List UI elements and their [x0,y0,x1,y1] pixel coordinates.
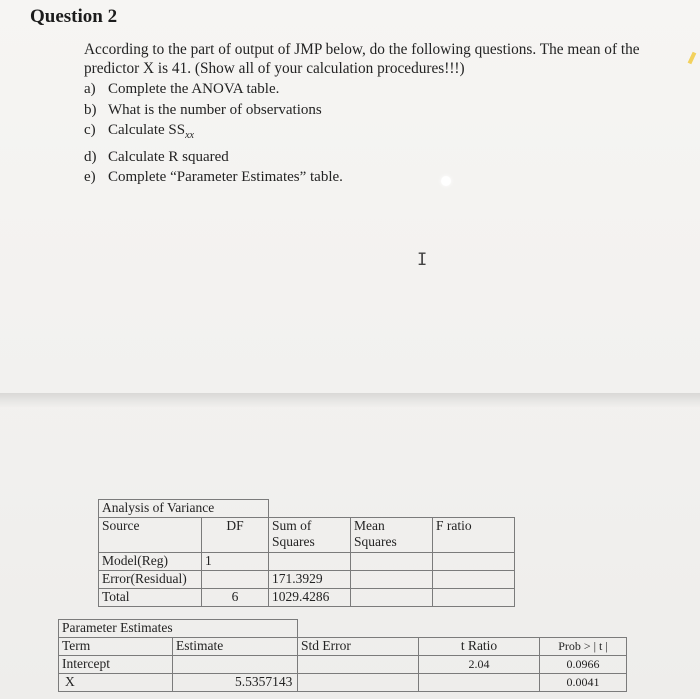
question-title: Question 2 [30,6,118,27]
params-header: Term [59,638,173,656]
list-item: c) Calculate $SS_{xx}$ [84,122,194,141]
parameter-estimates-table [58,619,627,692]
list-item: e) Complete “Parameter Estimates” table. [84,169,343,185]
anova-table [98,499,515,607]
params-header: Estimate [173,638,298,656]
ss-subscript: xx [185,130,194,141]
question-list [84,79,674,188]
list-item: a) Complete the ANOVA table. [84,81,280,97]
list-item: b) What is the number of observations [84,101,322,118]
table-row: Error(Residual) 171.3929 [99,571,515,589]
table-row: Model(Reg) 1 [99,553,515,571]
list-item: d) Calculate R squared [84,148,229,165]
prompt-text: According to the part of output of JMP below, do the following questions. The mean of the predictor X is 41. (Show all of your calculation procedures!!!) [84,41,640,77]
text-cursor-icon: I [417,250,428,270]
sticky-note-edge [688,52,697,65]
table-row: Total 6 1029.4286 [99,589,515,607]
params-header: Prob > | t | [540,638,627,656]
question-prompt [84,40,674,188]
params-header: Std Error [298,638,419,656]
table-row: Intercept 2.04 0.0966 [59,656,627,674]
anova-header: Mean Squares [351,518,433,553]
params-caption: Parameter Estimates [59,620,298,638]
anova-header: F ratio [433,518,515,553]
light-glare [441,176,451,186]
params-header: t Ratio [419,638,540,656]
anova-header: DF [202,518,269,553]
anova-header: Sum of Squares [269,518,351,553]
page-fold-shadow [0,393,700,407]
anova-caption: Analysis of Variance [99,500,269,518]
anova-header: Source [99,518,202,553]
table-row: X 5.5357143 0.0041 [59,674,627,692]
